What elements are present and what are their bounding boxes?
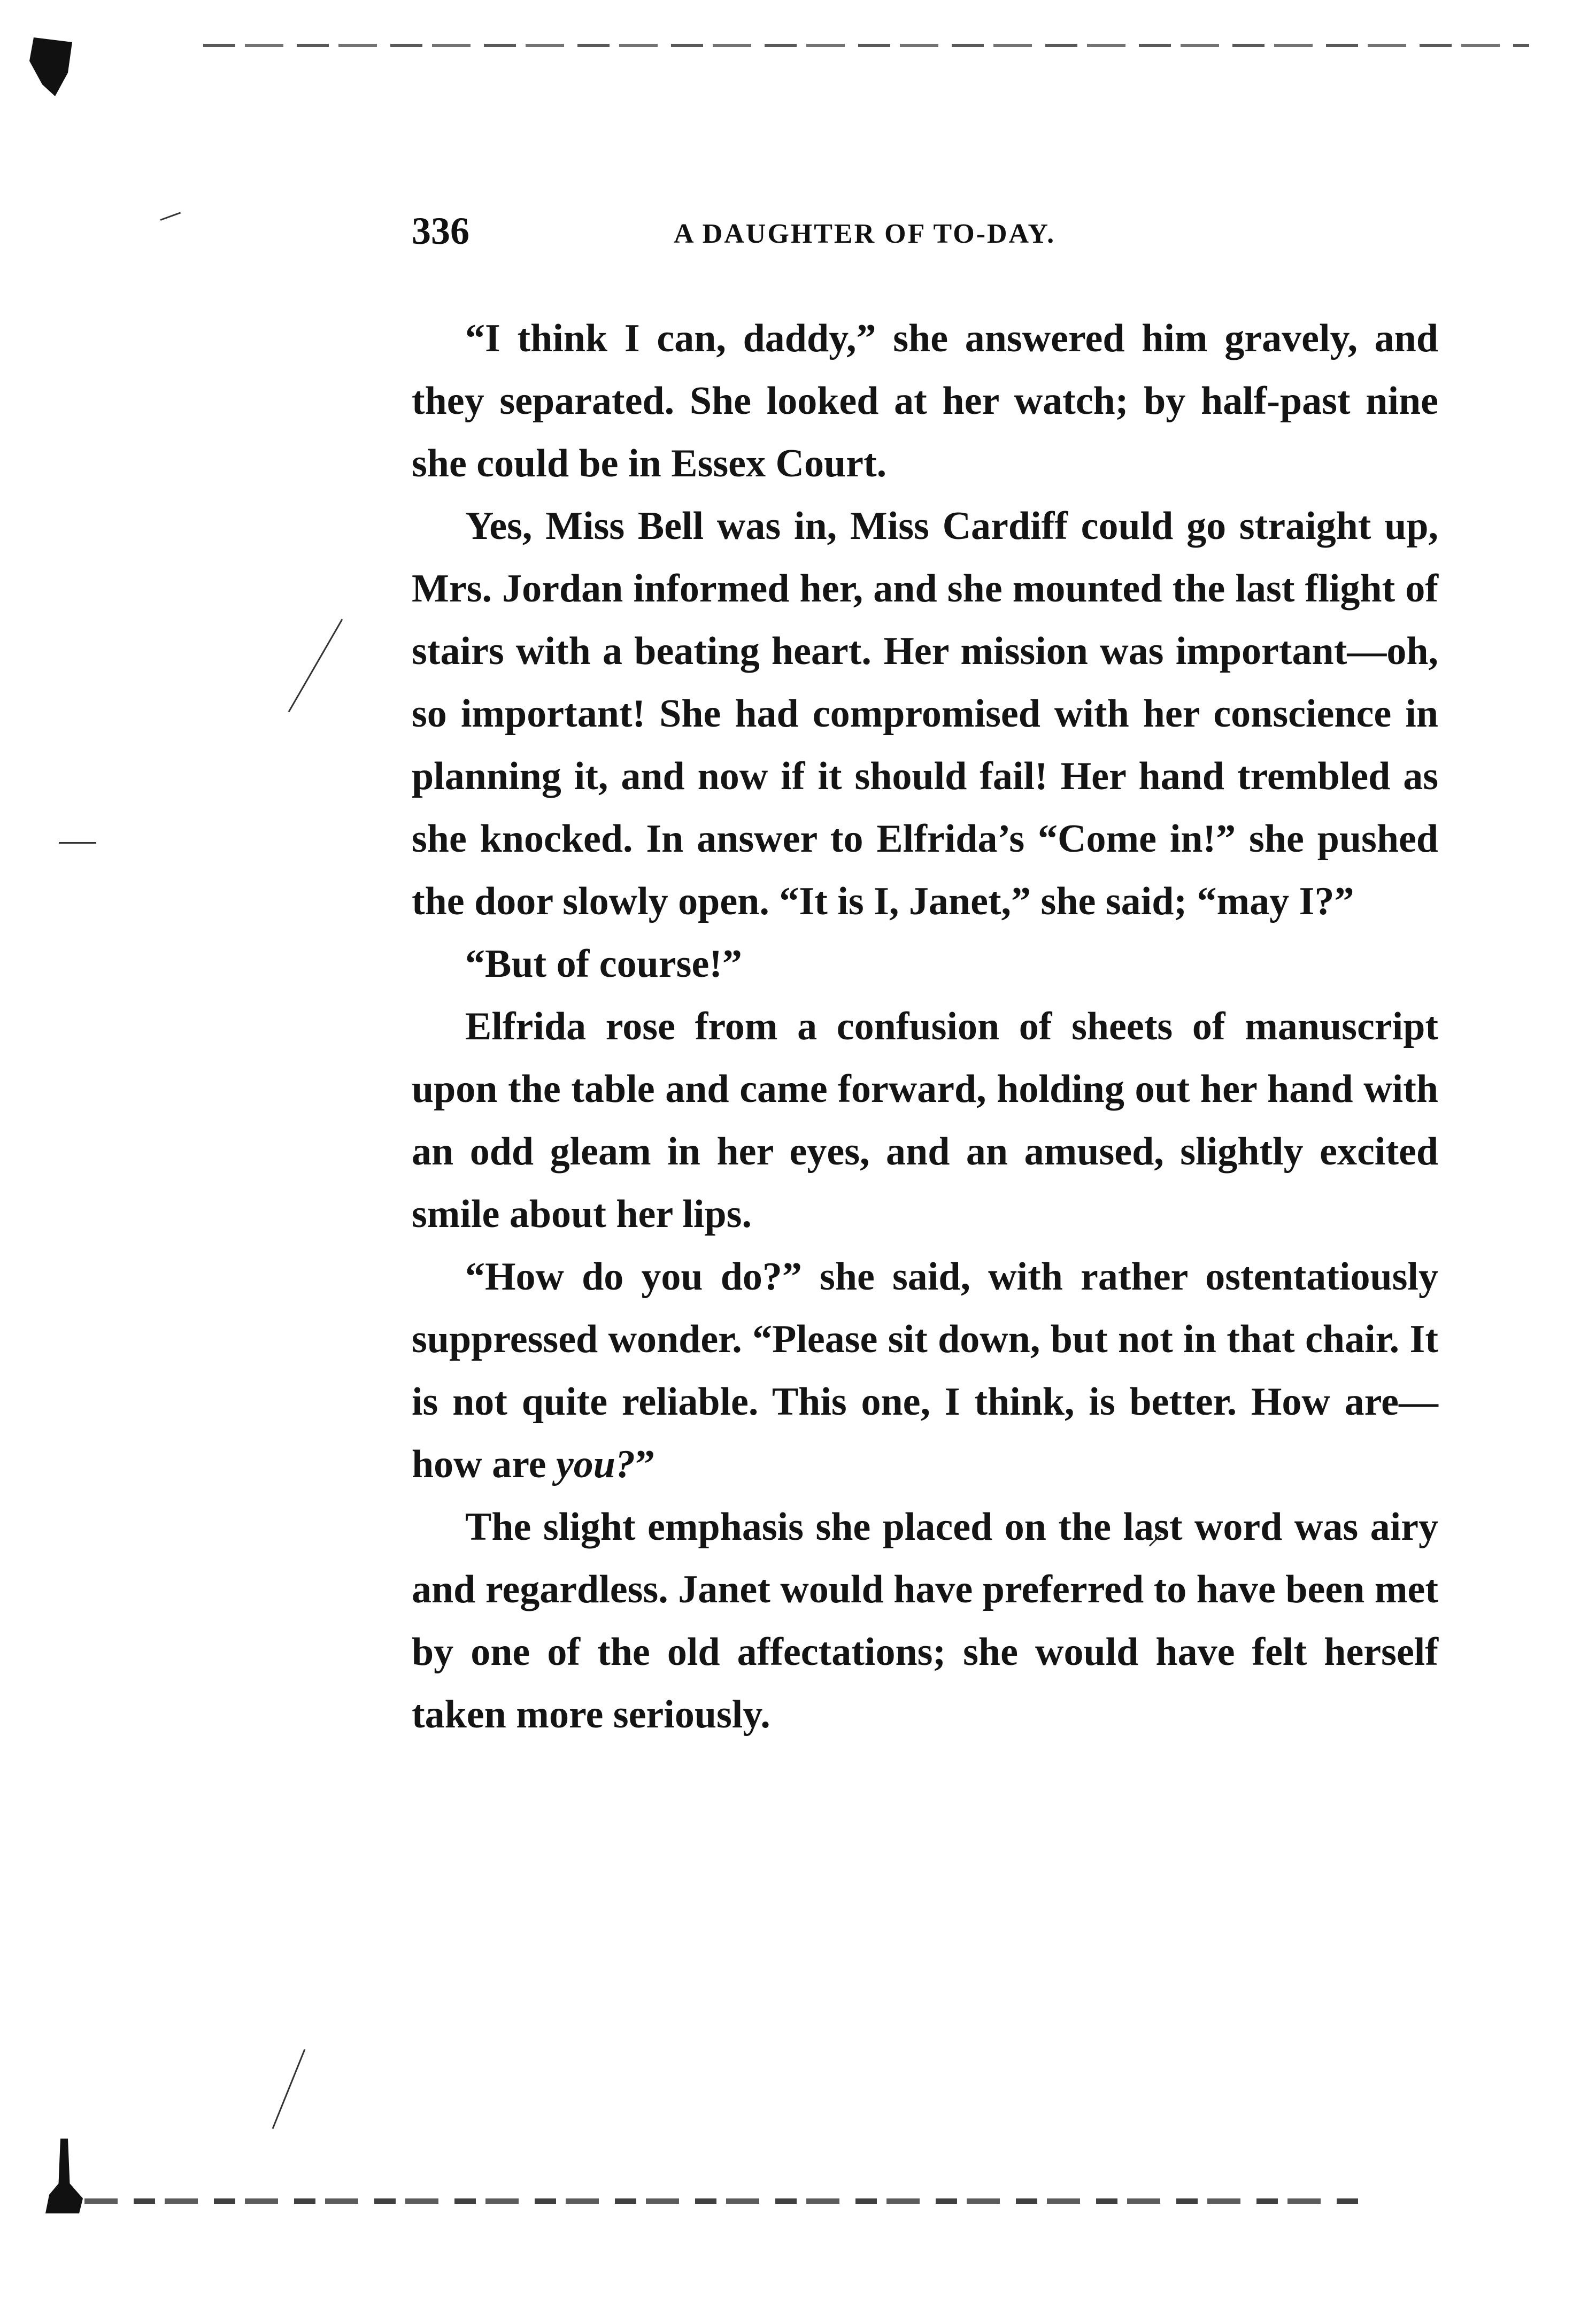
paragraph: “I think I can, daddy,” she answered him gravely, and they separated. She looked at her watch; by half-past nine she could be in Essex Court. bbox=[412, 317, 1438, 485]
emphasized-word: you? bbox=[556, 1442, 635, 1486]
paragraph-text: “How do you do?” she said, with rather ostentatiously suppressed wonder. “Please sit down, but not in that chair. It is not quite reliable. This one, I think, is better. How are—how are bbox=[412, 1255, 1438, 1486]
paragraph: Yes, Miss Bell was in, Miss Cardiff could go straight up, Mrs. Jordan informed her, and she mounted the last flight of stairs with a beating heart. Her mission was important—oh, so important! She had compromised with her conscience in planning it, and now if it should fail! Her hand trembled as she knocked. In answer to Elfrida’s “Come in!” she pushed the door slowly open. “It is I, Janet,” she said; “may I?” bbox=[412, 504, 1438, 923]
scan-artifact-corner bbox=[29, 37, 72, 96]
scan-artifact-scratch bbox=[160, 212, 181, 220]
scan-artifact-scratch bbox=[59, 842, 96, 844]
closing-quote: ” bbox=[635, 1442, 655, 1486]
scan-artifact-scratch bbox=[288, 619, 343, 713]
scan-artifact-scratch bbox=[272, 2049, 306, 2129]
running-title: A DAUGHTER OF TO-DAY. bbox=[674, 219, 1056, 249]
body-text bbox=[412, 307, 1438, 1746]
page-number: 336 bbox=[412, 210, 469, 252]
paragraph: Elfrida rose from a confusion of sheets of manuscript upon the table and came forward, holding out her hand with an odd gleam in her eyes, and an amused, slightly excited smile about her lips. bbox=[412, 1005, 1438, 1236]
running-head bbox=[412, 210, 1438, 252]
scan-artifact-bottom bbox=[53, 2198, 1363, 2204]
paragraph bbox=[412, 1246, 1438, 1496]
paragraph: “But of course!” bbox=[465, 942, 742, 986]
paragraph: The slight emphasis she placed on the last word was airy and regardless. Janet would have preferred to have been met by one of the old affectations; she would have felt herself taken more seriously. bbox=[412, 1505, 1438, 1737]
scan-artifact-top bbox=[203, 44, 1529, 47]
